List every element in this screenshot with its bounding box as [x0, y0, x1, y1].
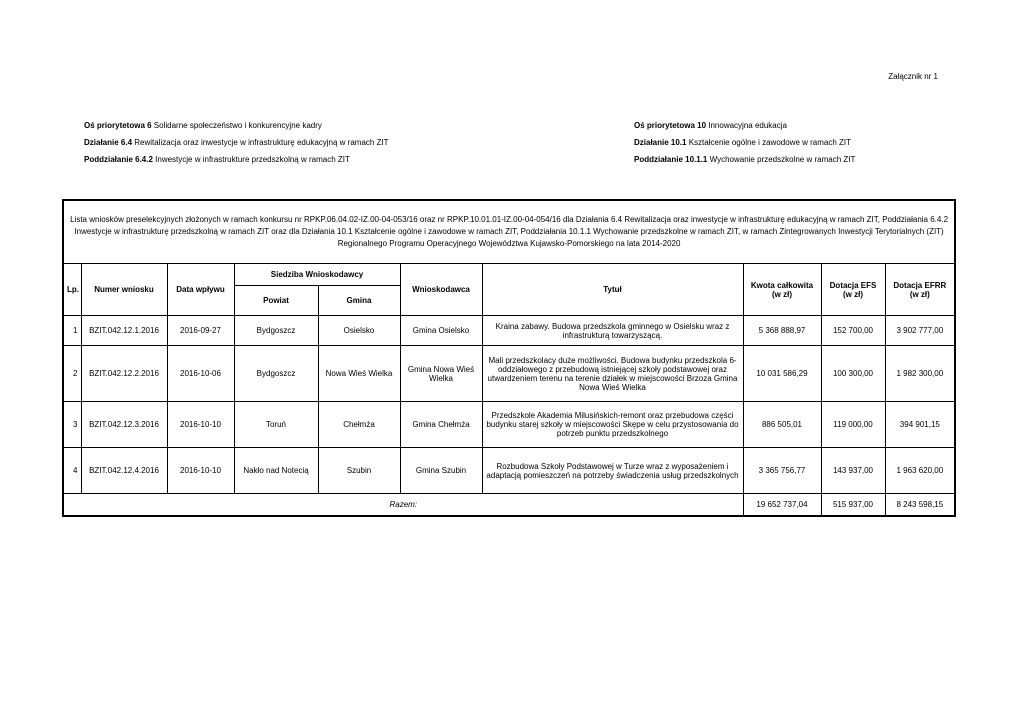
- cell-date: 2016-09-27: [167, 316, 234, 346]
- cell-number: BZIT.042.12.4.2016: [81, 448, 167, 494]
- header-efs: Dotacja EFS (w zł): [821, 264, 885, 316]
- cell-applicant: Gmina Nowa Wieś Wielka: [400, 346, 482, 402]
- cell-efrr: 1 982 300,00: [885, 346, 955, 402]
- sum-label: Razem:: [63, 494, 743, 516]
- cell-county: Bydgoszcz: [234, 346, 318, 402]
- header-efrr: Dotacja EFRR (w zł): [885, 264, 955, 316]
- right-priority-axis: Oś priorytetowa 10 Innowacyjna edukacja: [634, 121, 787, 130]
- cell-efrr: 394 901,15: [885, 402, 955, 448]
- header-applicant: Wnioskodawca: [400, 264, 482, 316]
- table-caption: Lista wniosków preselekcyjnych złożonych w ramach konkursu nr RPKP.06.04.02-IZ.00-04-053/16 oraz nr RPKP.10.01.01-IZ.00-04-054/16 dla Działania 6.4 Rewitalizacja oraz inwestycje w infrastrukturę edukacyjną w ramach ZIT, Poddziałania 6.4.2 Inwestycje w infrastrukturę przedszkolną w ramach ZIT oraz dla Działania 10.1 Kształcenie ogólne i zawodowe w ramach ZIT, Poddziałania 10.1.1 Wychowanie przedszkolne w ramach ZIT, w ramach Zintegrowanych Inwestycji Terytorialnych (ZIT) Regionalnego Programu Operacyjnego Województwa Kujawsko-Pomorskiego na lata 2014-2020: [63, 200, 955, 264]
- cell-county: Nakło nad Notecią: [234, 448, 318, 494]
- cell-efs: 100 300,00: [821, 346, 885, 402]
- cell-lp: 3: [63, 402, 81, 448]
- annex-label: Załącznik nr 1: [888, 72, 938, 81]
- cell-efs: 143 937,00: [821, 448, 885, 494]
- cell-date: 2016-10-10: [167, 448, 234, 494]
- table-row: [63, 346, 955, 402]
- cell-county: Bydgoszcz: [234, 316, 318, 346]
- right-action: Działanie 10.1 Kształcenie ogólne i zawodowe w ramach ZIT: [634, 138, 852, 147]
- right-subaction: Poddziałanie 10.1.1 Wychowanie przedszkolne w ramach ZIT: [634, 155, 856, 164]
- applications-table: [62, 199, 956, 517]
- header-county: Powiat: [234, 286, 318, 316]
- cell-applicant: Gmina Osielsko: [400, 316, 482, 346]
- header-date: Data wpływu: [167, 264, 234, 316]
- header-number: Numer wniosku: [81, 264, 167, 316]
- cell-efs: 119 000,00: [821, 402, 885, 448]
- cell-applicant: Gmina Szubin: [400, 448, 482, 494]
- header-commune: Gmina: [318, 286, 400, 316]
- cell-lp: 4: [63, 448, 81, 494]
- sum-efs: 515 937,00: [821, 494, 885, 516]
- cell-title: Kraina zabawy. Budowa przedszkola gminnego w Osielsku wraz z infrastrukturą towarzyszącą.: [482, 316, 743, 346]
- sum-row: [63, 494, 955, 516]
- cell-efs: 152 700,00: [821, 316, 885, 346]
- left-priority-axis: Oś priorytetowa 6 Solidarne społeczeństwo i konkurencyjne kadry: [84, 121, 322, 130]
- header-title: Tytuł: [482, 264, 743, 316]
- cell-date: 2016-10-10: [167, 402, 234, 448]
- cell-total: 3 365 756,77: [743, 448, 821, 494]
- left-subaction: Poddziałanie 6.4.2 Inwestycje w infrastrukture przedszkolną w ramach ZIT: [84, 155, 350, 164]
- cell-date: 2016-10-06: [167, 346, 234, 402]
- cell-commune: Osielsko: [318, 316, 400, 346]
- cell-commune: Chełmża: [318, 402, 400, 448]
- left-action: Działanie 6.4 Rewitalizacja oraz inwestycje w infrastrukturę edukacyjną w ramach ZIT: [84, 138, 389, 147]
- cell-efrr: 3 902 777,00: [885, 316, 955, 346]
- cell-commune: Szubin: [318, 448, 400, 494]
- cell-efrr: 1 963 620,00: [885, 448, 955, 494]
- cell-number: BZIT.042.12.3.2016: [81, 402, 167, 448]
- cell-title: Rozbudowa Szkoły Podstawowej w Turze wraz z wyposażeniem i adaptacją pomieszczeń na potrzeby świadczenia usług przedszkolnych: [482, 448, 743, 494]
- cell-number: BZIT.042.12.1.2016: [81, 316, 167, 346]
- header-seat: Siedziba Wnioskodawcy: [234, 264, 400, 286]
- cell-title: Mali przedszkolacy duże możliwości. Budowa budynku przedszkola 6-oddziałowego z przebudową istniejącej szkoły podstawowej oraz utwardzeniem terenu na terenie działek w miejscowości Brzoza Gmina Nowa Wieś Wielka: [482, 346, 743, 402]
- cell-total: 10 031 586,29: [743, 346, 821, 402]
- header-lp: Lp.: [63, 264, 81, 316]
- sum-total: 19 652 737,04: [743, 494, 821, 516]
- table-row: [63, 448, 955, 494]
- cell-lp: 2: [63, 346, 81, 402]
- left-header: [84, 117, 389, 168]
- cell-title: Przedszkole Akademia Milusińskich-remont oraz przebudowa części budynku starej szkoły w miejscowości Skępe w celu przystosowania do potrzeb punktu przedszkolnego: [482, 402, 743, 448]
- header-total: Kwota całkowita (w zł): [743, 264, 821, 316]
- table-row: [63, 316, 955, 346]
- cell-county: Toruń: [234, 402, 318, 448]
- cell-lp: 1: [63, 316, 81, 346]
- cell-commune: Nowa Wieś Wielka: [318, 346, 400, 402]
- table-row: [63, 402, 955, 448]
- cell-applicant: Gmina Chełmża: [400, 402, 482, 448]
- cell-total: 886 505,01: [743, 402, 821, 448]
- cell-total: 5 368 888,97: [743, 316, 821, 346]
- right-header: [634, 117, 855, 168]
- cell-number: BZIT.042.12.2.2016: [81, 346, 167, 402]
- sum-efrr: 8 243 598,15: [885, 494, 955, 516]
